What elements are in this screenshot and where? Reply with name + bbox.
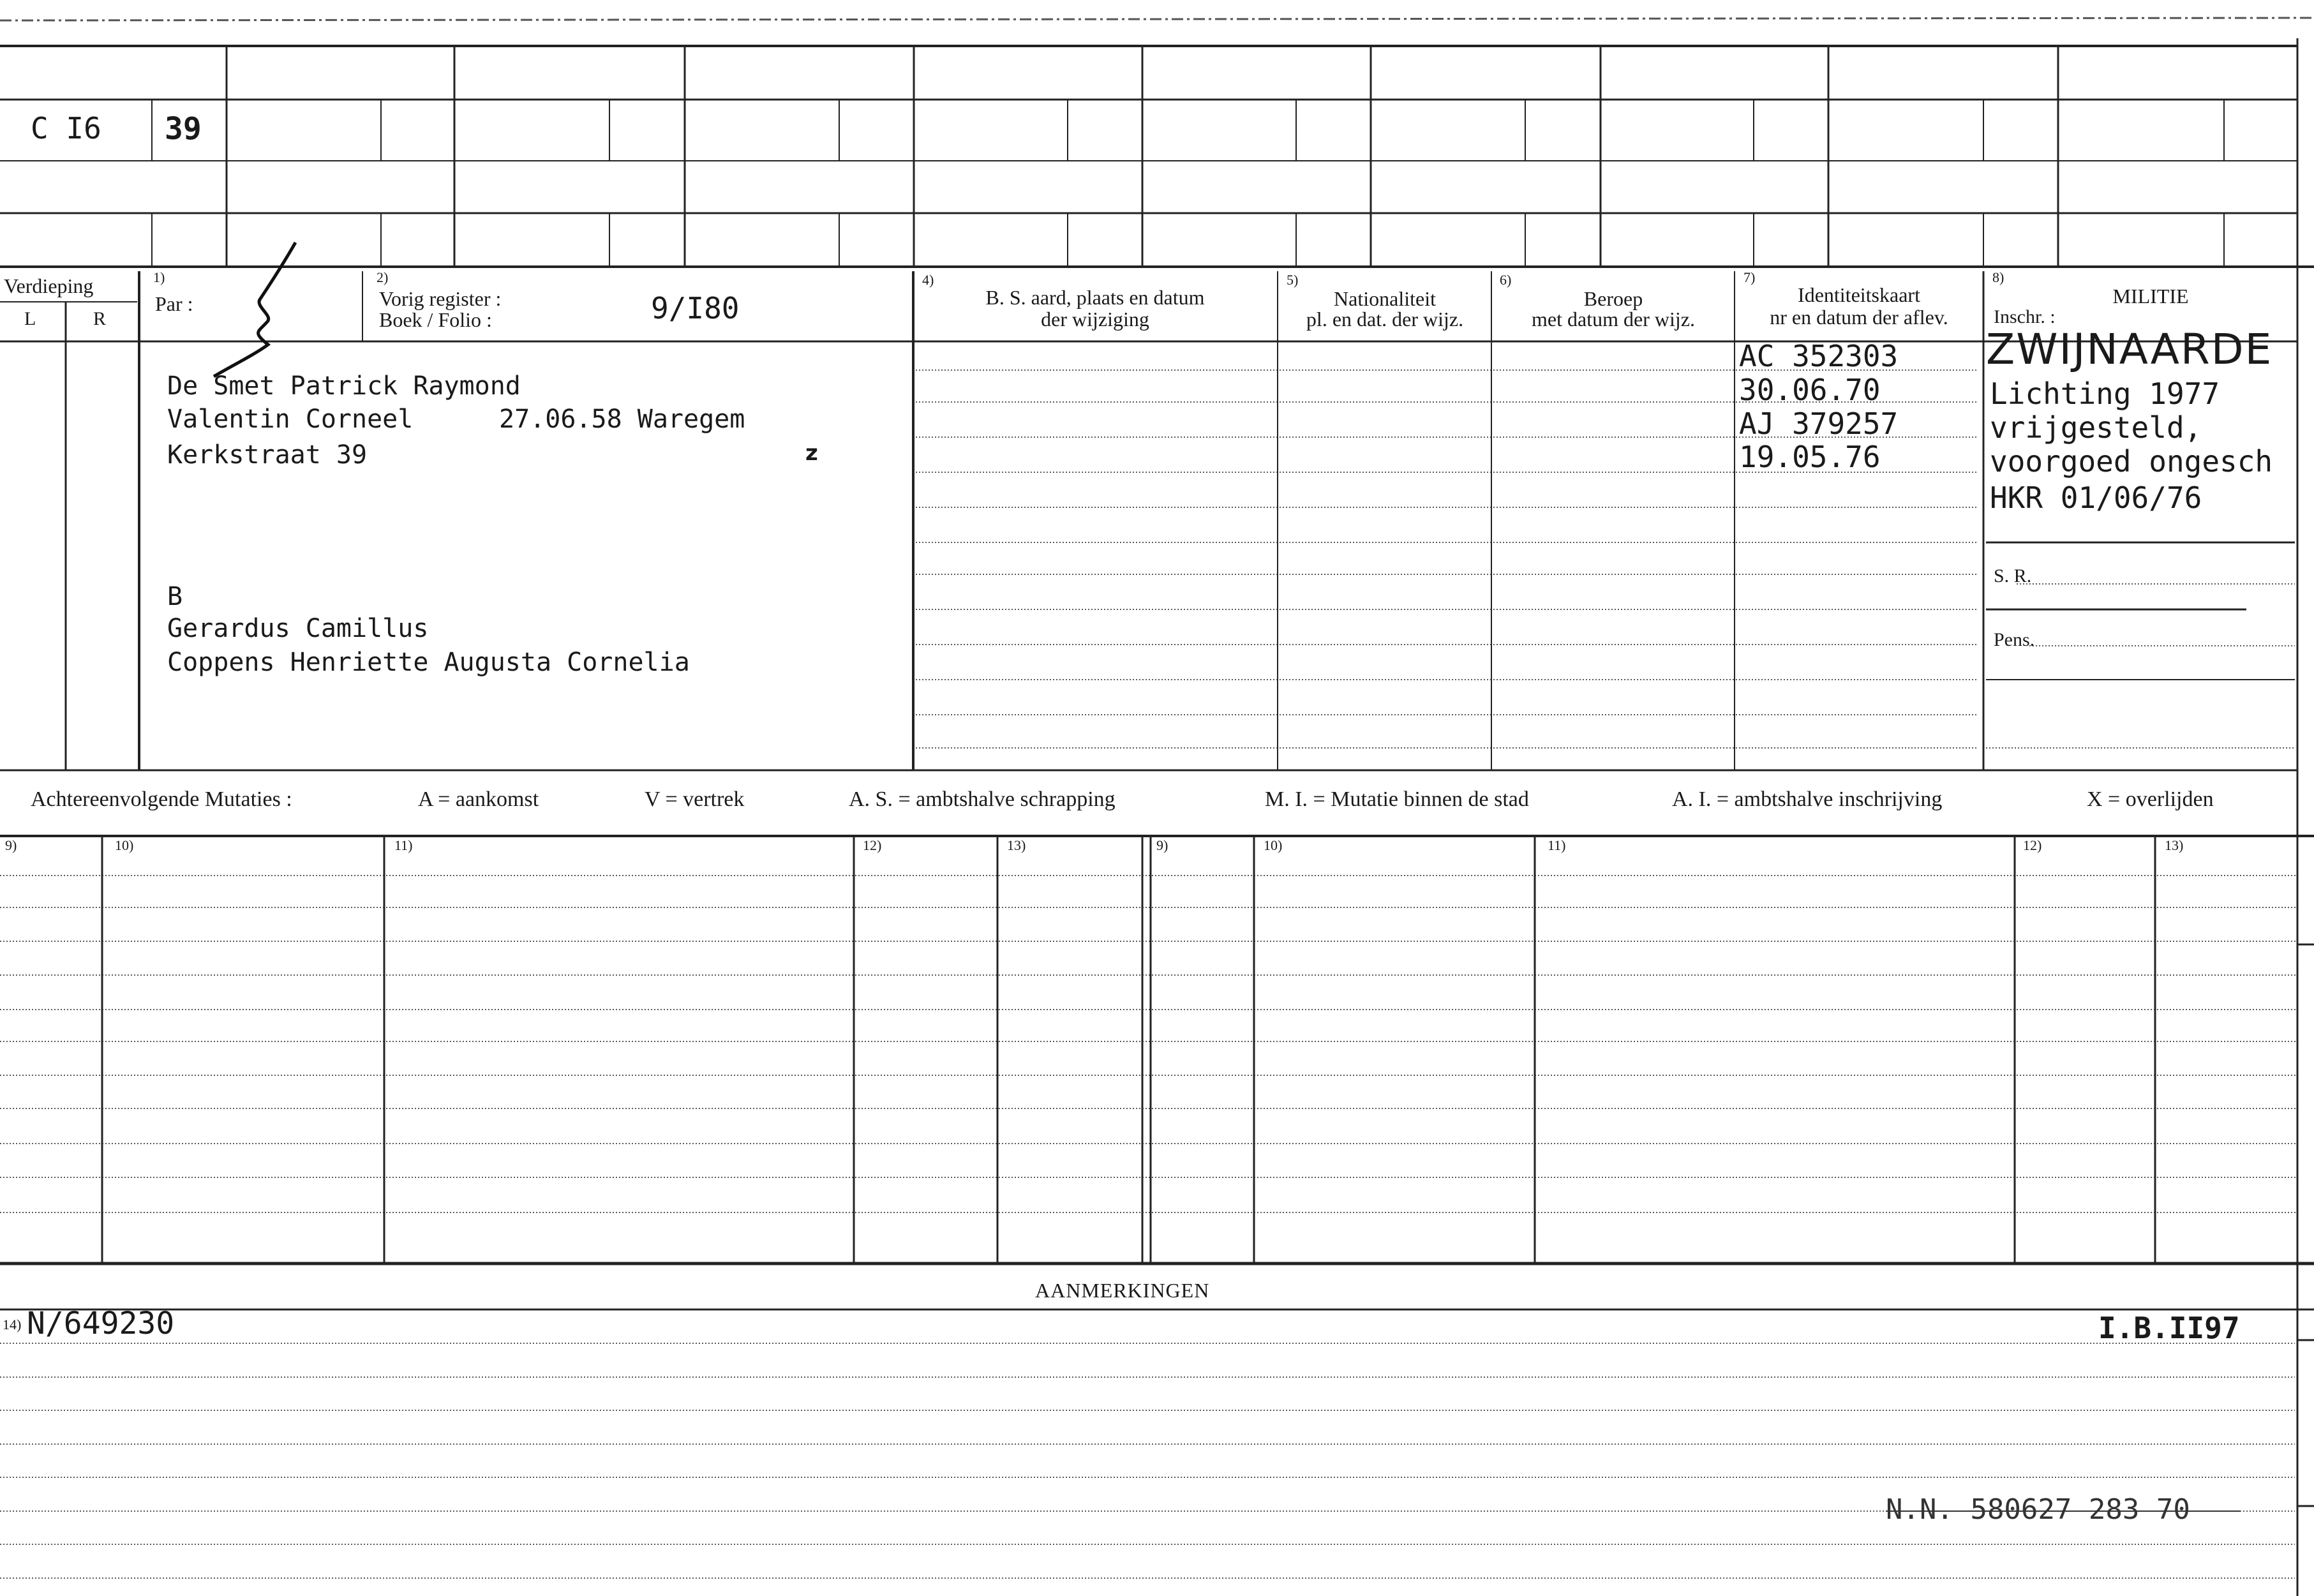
mut-col-11a: 11) — [394, 837, 413, 853]
legend-vertrek: V = vertrek — [645, 787, 745, 811]
verdieping-left: L — [24, 308, 36, 329]
person-name: De Smet Patrick Raymond — [167, 371, 521, 401]
mut-col-10a: 10) — [115, 837, 134, 853]
militia-line-2: vrijgesteld, — [1990, 410, 2202, 445]
col4-number: 4) — [922, 272, 934, 288]
col7-number: 7) — [1743, 269, 1756, 285]
vorig-register-label: Vorig register : — [379, 287, 502, 310]
person-birth: 27.06.58 Waregem — [499, 405, 745, 434]
legend-inschrijving: A. I. = ambtshalve inschrijving — [1672, 787, 1943, 811]
mutations-title: Achtereenvolgende Mutaties : — [31, 787, 292, 811]
militia-line-3: voorgoed ongesch — [1990, 444, 2273, 479]
mut-col-9b: 9) — [1156, 837, 1168, 853]
person-given-names: Valentin Corneel — [167, 405, 414, 434]
register-number: 39 — [165, 111, 202, 147]
remarks-reference: I.B.II97 — [2098, 1311, 2240, 1345]
militia-line-1: Lichting 1977 — [1990, 377, 2220, 411]
national-number: N.N. 580627 283 70 — [1886, 1493, 2190, 1526]
col5-header-sub: pl. en dat. der wijz. — [1306, 308, 1464, 331]
boek-folio-label: Boek / Folio : — [379, 308, 492, 331]
col8-number: 8) — [1992, 269, 2004, 285]
mut-col-9a: 9) — [5, 837, 17, 853]
col4-header-sub: der wijziging — [1041, 308, 1149, 331]
person-address: Kerkstraat 39 — [167, 440, 368, 470]
col6-header: Beroep — [1583, 287, 1643, 310]
mut-col-13b: 13) — [2165, 837, 2184, 853]
register-code: C I6 — [31, 111, 101, 145]
legend-overlijden: X = overlijden — [2087, 787, 2214, 811]
id-card-number-1: AC 352303 — [1739, 339, 1899, 373]
col5-header: Nationaliteit — [1334, 287, 1436, 310]
legend-schrapping: A. S. = ambtshalve schrapping — [849, 787, 1116, 811]
remarks-file-number: N/649230 — [27, 1306, 175, 1341]
col5-number: 5) — [1287, 272, 1299, 288]
boek-folio-value: 9/I80 — [651, 291, 740, 325]
sr-label: S. R. — [1994, 565, 2032, 586]
legend-mutatie: M. I. = Mutatie binnen de stad — [1265, 787, 1529, 811]
mut-col-12a: 12) — [863, 837, 882, 853]
militia-line-4: HKR 01/06/76 — [1990, 481, 2202, 515]
person-b: B — [167, 582, 183, 611]
remarks-number: 14) — [3, 1316, 22, 1332]
verdieping-right: R — [93, 308, 107, 329]
mut-col-13a: 13) — [1007, 837, 1026, 853]
legend-aankomst: A = aankomst — [418, 787, 539, 811]
mut-col-10b: 10) — [1264, 837, 1283, 853]
father-names: Gerardus Camillus — [167, 614, 429, 643]
id-card-number-2: AJ 379257 — [1739, 406, 1899, 441]
remarks-title: AANMERKINGEN — [1035, 1279, 1210, 1302]
id-card-date-2: 19.05.76 — [1739, 440, 1881, 474]
col4-header: B. S. aard, plaats en datum — [985, 286, 1205, 309]
col6-number: 6) — [1500, 272, 1512, 288]
mark-z: z — [805, 440, 818, 466]
militia-title: MILITIE — [2112, 285, 2189, 308]
id-card-date-1: 30.06.70 — [1739, 373, 1881, 407]
militia-stamp: ZWIJNAARDE — [1986, 325, 2273, 374]
par-label: Par : — [155, 292, 193, 315]
col7-header-sub: nr en datum der aflev. — [1770, 306, 1948, 329]
col1-number: 1) — [153, 269, 165, 285]
verdieping-label: Verdieping — [4, 274, 94, 297]
mut-col-12b: 12) — [2023, 837, 2042, 853]
col7-header: Identiteitskaart — [1798, 283, 1920, 306]
pens-label: Pens. — [1994, 629, 2035, 650]
col6-header-sub: met datum der wijz. — [1532, 308, 1695, 331]
mother-names: Coppens Henriette Augusta Cornelia — [167, 648, 690, 677]
mut-col-11b: 11) — [1548, 837, 1566, 853]
col2-number: 2) — [377, 269, 389, 285]
inschr-label: Inschr. : — [1994, 306, 2056, 327]
